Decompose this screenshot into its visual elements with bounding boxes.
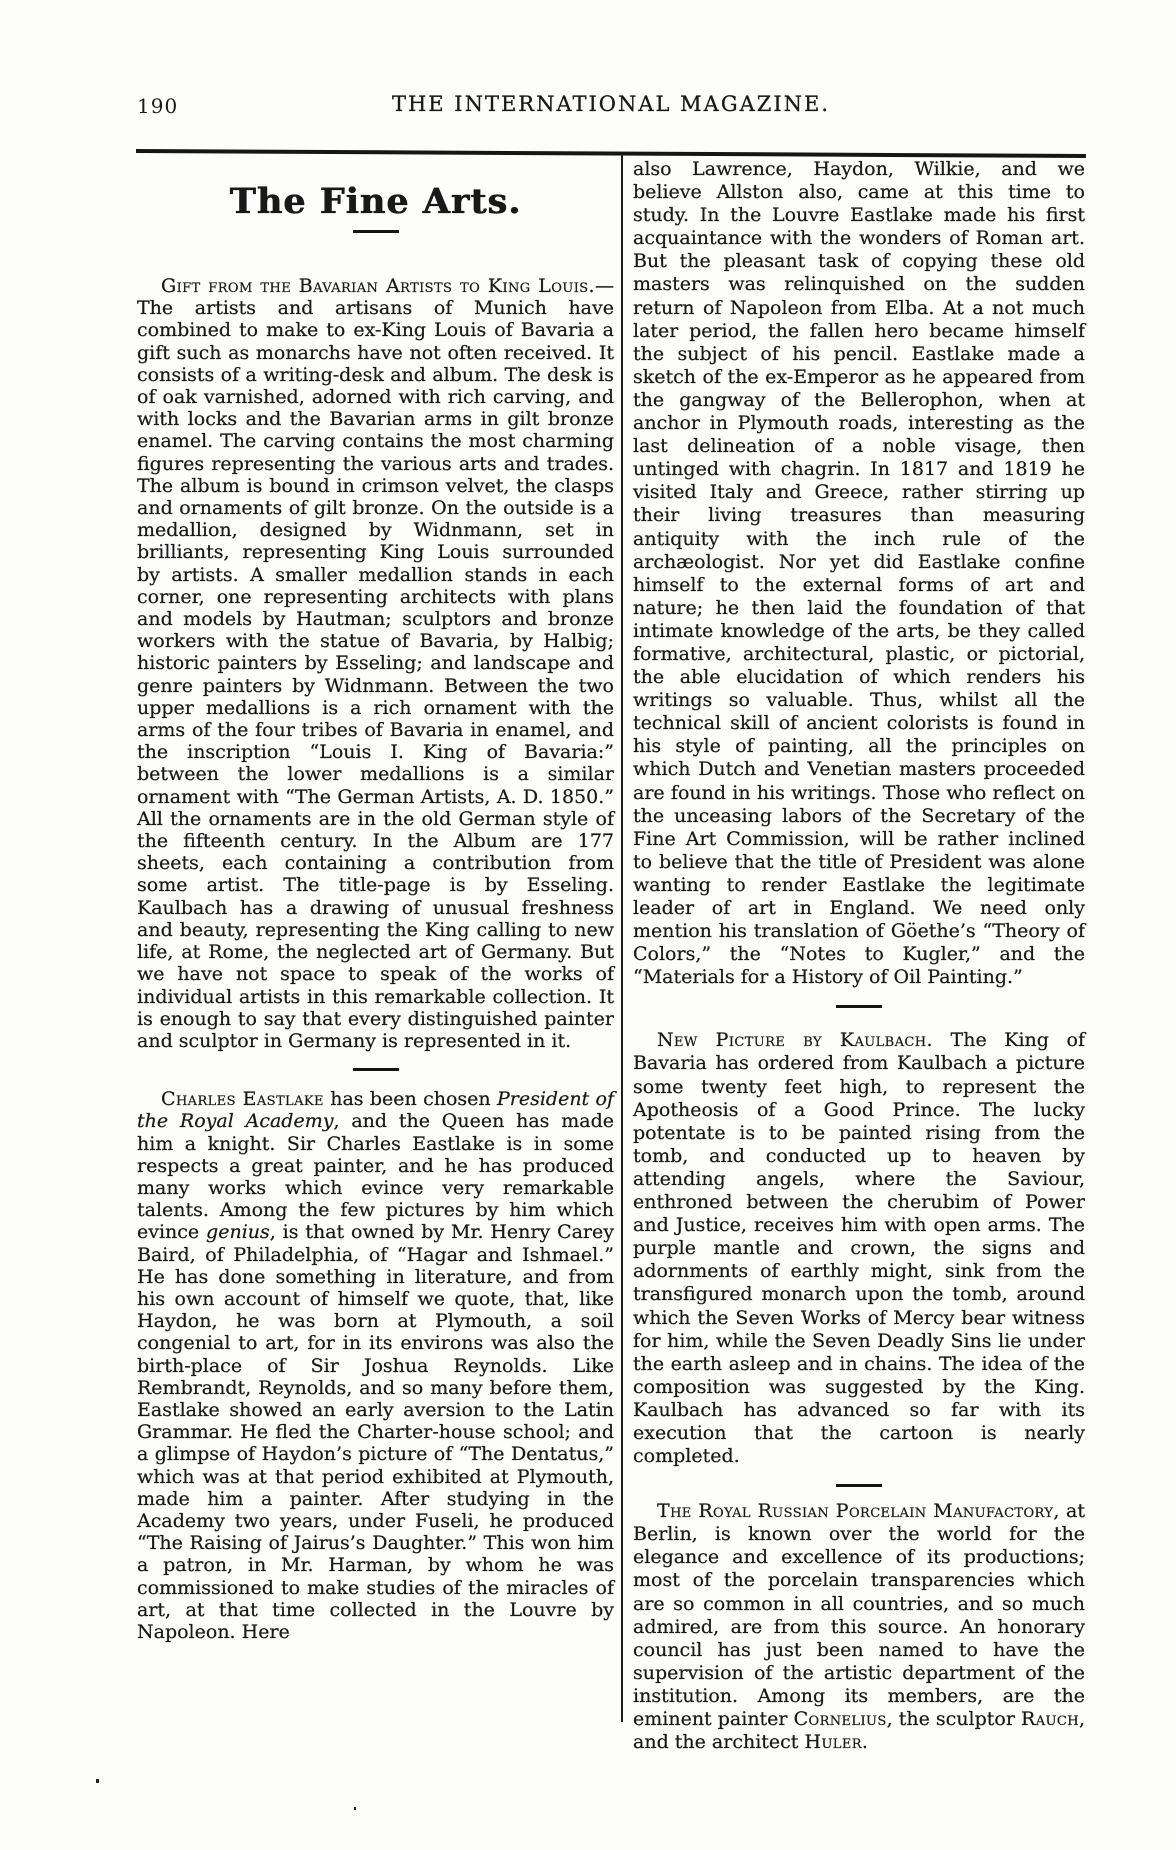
- right-column: [633, 152, 1085, 1754]
- article-bavarian-gift-lead: Gift from the Bavarian Artists to King Louis.: [161, 275, 595, 297]
- article-bavarian-gift: [137, 275, 614, 1052]
- scan-speck: [354, 1807, 356, 1810]
- article-porcelain-seg4: .: [861, 1731, 868, 1754]
- article-porcelain-name-huler: Huler: [804, 1731, 862, 1754]
- article-eastlake-continuation: [633, 158, 1085, 989]
- article-eastlake-seg3: , is that owned by Mr. Henry Carey Baird, of Philadelphia, of “Hagar and Ishmael.” He has done something in literature, and from his own account of himself we quote, that, like Haydon, he was born at Plymouth, a soil congenial to art, for in its environs was also the birth-place of Sir Joshua Reynolds. Like Rembrandt, Reynolds, and so many before them, Eastlake showed an early aversion to the Latin Grammar. He fled the Charter-house school; and a glimpse of Haydon’s picture of “The Dentatus,” which was at that period exhibited at Plymouth, made him a painter. After studying in the Academy two years, under Fuseli, he produced “The Raising of Jairus’s Daughter.” This won him a patron, in Mr. Harman, by whom he was commissioned to make studies of the miracles of art, at that time collected in the Louvre by Napoleon. Here: [137, 1221, 614, 1643]
- section-title-rule: [353, 230, 399, 233]
- article-kaulbach-body: The King of Bavaria has ordered from Kaulbach a picture some twenty feet high, to represent the Apotheosis of a Good Prince. The lucky potentate is to be painted rising from the tomb, and conducted up to heaven by attending angels, where the Saviour, enthroned between the cherubim of Power and Justice, receives him with open arms. The purple mantle and crown, the signs and adornments of earthly might, sink from the transfigured monarch upon the tomb, around which the Seven Works of Mercy bear witness for him, while the Seven Deadly Sins lie under the earth asleep and in chains. The idea of the composition was suggested by the King. Kaulbach has advanced so far with its execution that the cartoon is nearly completed.: [633, 1029, 1086, 1468]
- article-kaulbach-lead: New Picture by Kaulbach.: [657, 1029, 933, 1052]
- article-eastlake-lead: Charles Eastlake: [161, 1088, 324, 1111]
- article-divider-rule: [353, 1068, 399, 1071]
- article-eastlake-italic-title: President of the Royal Academy: [137, 1088, 614, 1133]
- section-title-fine-arts: The Fine Arts.: [229, 181, 522, 222]
- article-eastlake-seg1: has been chosen: [323, 1088, 497, 1111]
- magazine-title: THE INTERNATIONAL MAGAZINE.: [391, 92, 831, 116]
- article-divider-rule: [836, 1005, 882, 1008]
- scan-speck: [96, 1779, 99, 1783]
- column-divider-rule: [621, 152, 623, 1722]
- article-porcelain-lead: The Royal Russian Porcelain Manufactory,: [657, 1500, 1060, 1523]
- article-eastlake: [137, 1088, 614, 1643]
- article-eastlake-continuation-body: also Lawrence, Haydon, Wilkie, and we believe Allston also, came at this time to study. In the Louvre Eastlake made his first acquaintance with the wonders of Roman art. But the pleasant task of copying these old masters was relinquished on the sudden return of Napoleon from Elba. At a not much later period, the fallen hero became himself the subject of his pencil. Eastlake made a sketch of the ex-Emperor as he appeared from the gangway of the Bellerophon, when at anchor in Plymouth roads, interesting as the last delineation of a noble visage, then untinged with chagrin. In 1817 and 1819 he visited Italy and Greece, rather stirring up their living treasures than measuring antiquity with the inch rule of the archæologist. Nor yet did Eastlake confine himself to the external forms of art and nature; he then laid the foundation of that intimate knowledge of the arts, be they called formative, architectural, plastic, or pictorial, the able elucidation of which renders his writings so valuable. Thus, whilst all the technical skill of ancient colorists is found in his style of painting, all the principles on which Dutch and Venetian masters proceeded are found in his writings. Those who reflect on the unceasing labors of the Secretary of the Fine Art Commission, will be rather inclined to believe that the title of President was alone wanting to render Eastlake the legitimate leader of art in England. We need only mention his translation of Göethe’s “Theory of Colors,” the “Notes to Kugler,” and the “Materials for a History of Oil Painting.”: [633, 158, 1085, 989]
- article-porcelain-seg2: , the sculptor: [886, 1708, 1022, 1730]
- article-kaulbach: [633, 1029, 1085, 1468]
- article-eastlake-seg2: , and the Queen has made him a knight. Sir Charles Eastlake is in some respects a great painter, and he has produced many works which evince very remarkable talents. Among the few pictures by him which evince: [137, 1110, 614, 1244]
- article-porcelain-name-cornelius: Cornelius: [793, 1708, 887, 1730]
- article-divider-rule: [836, 1484, 882, 1487]
- article-bavarian-gift-body: —The artists and artisans of Munich have combined to make to ex-King Louis of Bavaria a gift such as monarchs have not often received. It consists of a writing-desk and album. The desk is of oak varnished, adorned with rich carving, and with locks and the Bavarian arms in gilt bronze enamel. The carving contains the most charming figures representing the various arts and trades. The album is bound in crimson velvet, the clasps and ornaments of gilt bronze. On the outside is a medallion, designed by Widnmann, set in brilliants, representing King Louis surrounded by artists. A smaller medallion stands in each corner, one representing architects with plans and models by Hautman; sculptors and bronze workers with the statue of Bavaria, by Halbig; historic painters by Esseling; and landscape and genre painters by Widnmann. Between the two upper medallions is a rich ornament with the arms of the four tribes of Bavaria in enamel, and the inscription “Louis I. King of Bavaria:” between the lower medallions is a similar ornament with “The German Artists, A. D. 1850.” All the ornaments are in the old German style of the fifteenth century. In the Album are 177 sheets, each containing a contribution from some artist. The title-page is by Esseling. Kaulbach has a drawing of unusual freshness and beauty, representing the King calling to new life, at Rome, the neglected art of Germany. But we have not space to speak of the works of individual artists in this remarkable collection. It is enough to say that every distinguished painter and sculptor in Germany is represented in it.: [137, 275, 614, 1052]
- article-eastlake-italic-genius: genius: [206, 1221, 270, 1244]
- article-porcelain-seg3: , and the architect: [633, 1708, 1085, 1754]
- article-porcelain-name-rauch: Rauch: [1021, 1708, 1079, 1730]
- article-porcelain: [633, 1500, 1085, 1754]
- left-column: [137, 152, 614, 1643]
- article-porcelain-seg1: at Berlin, is known over the world for the elegance and excellence of its productions; most of the porcelain transparencies which are so common in all countries, and so much admired, are from this source. An honorary council has just been named to have the supervision of the artistic department of the institution. Among its members, are the eminent painter: [633, 1500, 1085, 1730]
- page-number: 190: [137, 94, 179, 118]
